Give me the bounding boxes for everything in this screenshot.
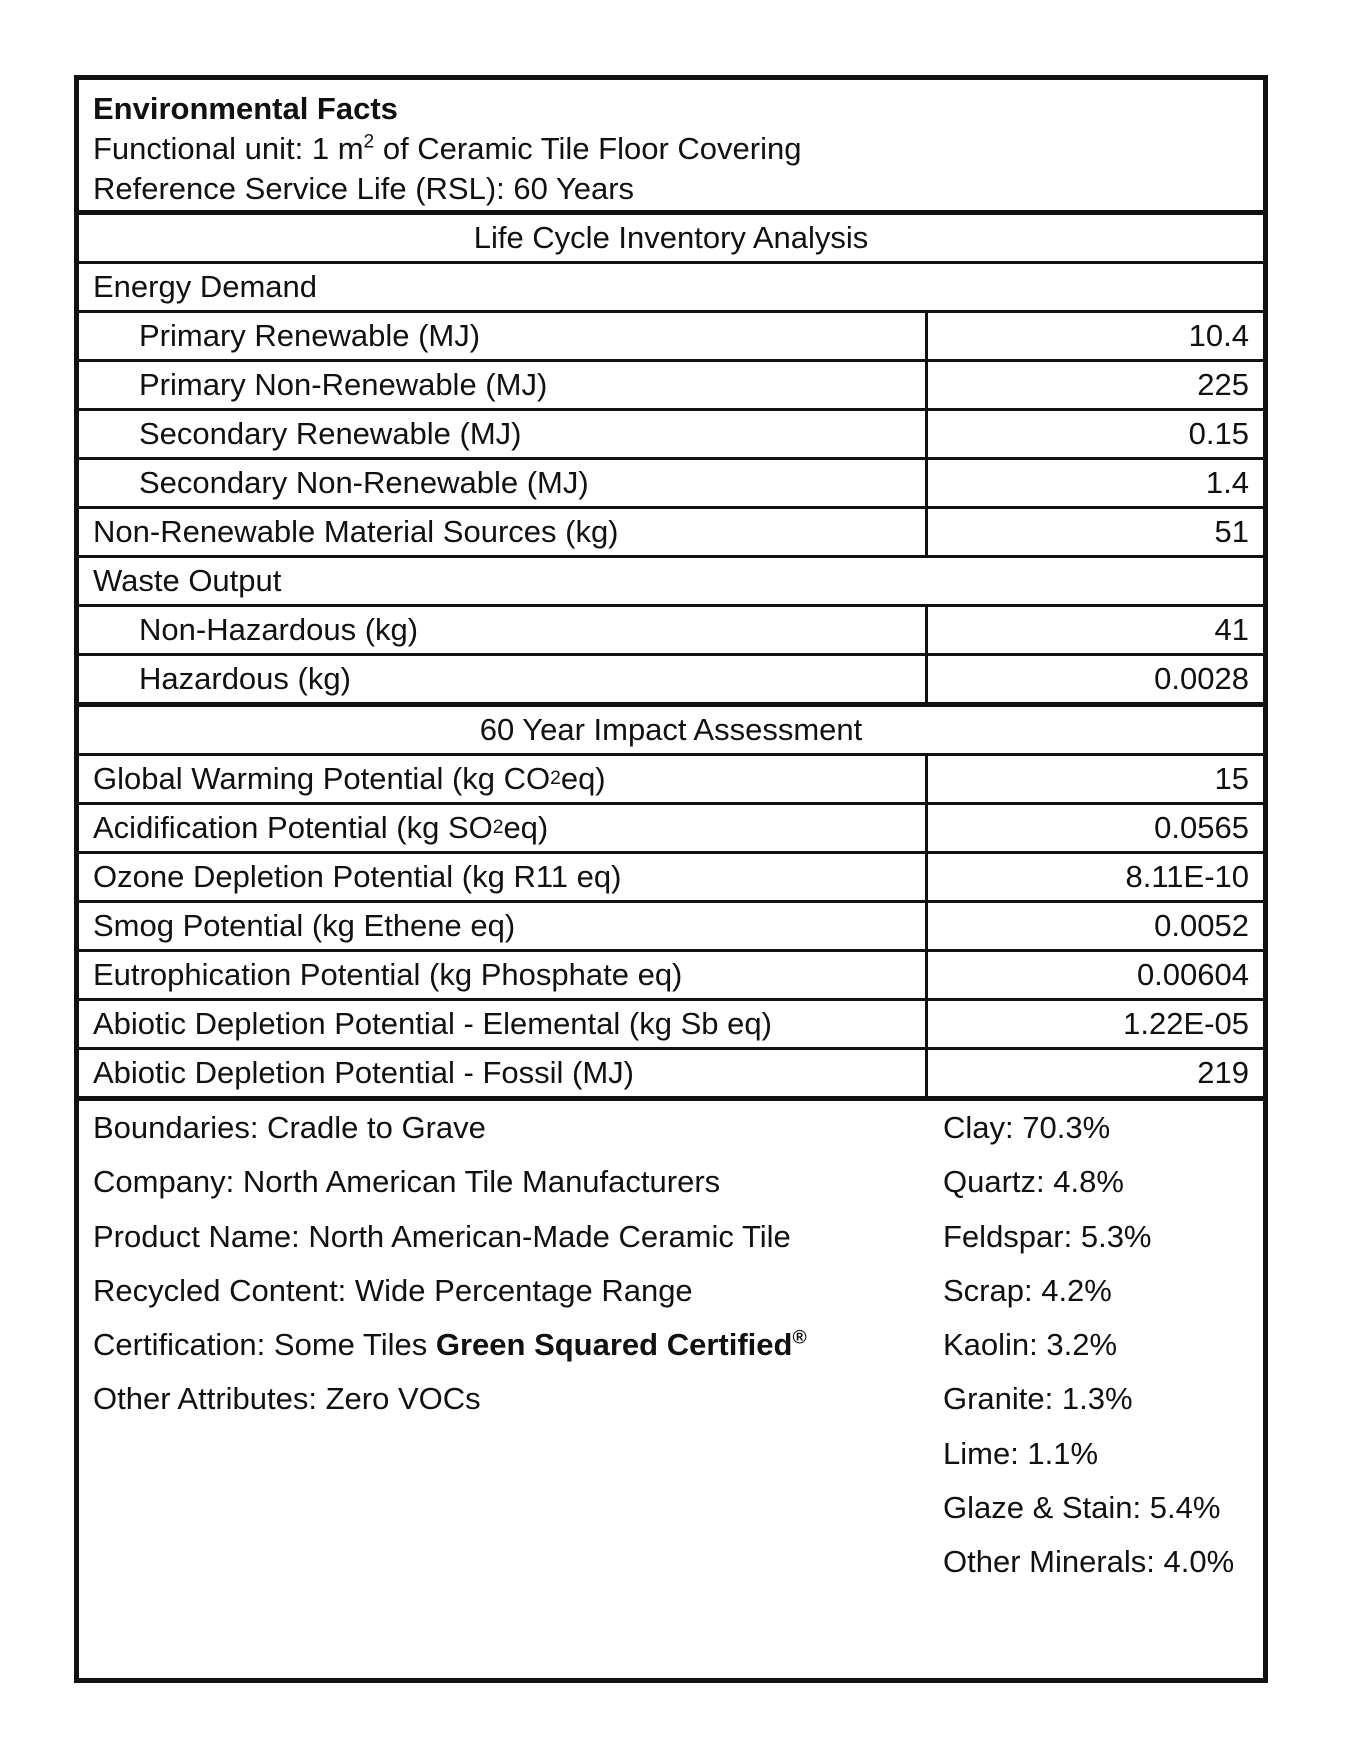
table-row xyxy=(79,805,1263,854)
list-item: Granite: 1.3% xyxy=(943,1381,1133,1417)
row-value: 0.0052 xyxy=(925,903,1263,949)
company: Company: North American Tile Manufacturers xyxy=(93,1164,721,1200)
lci-heading-row xyxy=(79,215,1263,264)
composition-list xyxy=(943,1101,1234,1590)
table-row xyxy=(79,1001,1263,1050)
waste-output-heading: Waste Output xyxy=(93,563,282,598)
row-label: Hazardous (kg) xyxy=(139,661,351,696)
table-row xyxy=(79,411,1263,460)
row-label: Abiotic Depletion Potential - Elemental (kg Sb eq) xyxy=(93,1006,772,1041)
row-label: Secondary Non-Renewable (MJ) xyxy=(139,465,589,500)
row-label: Ozone Depletion Potential (kg R11 eq) xyxy=(93,859,622,894)
list-item: Feldspar: 5.3% xyxy=(943,1218,1152,1254)
environmental-facts-panel xyxy=(74,75,1268,1683)
row-value: 225 xyxy=(925,362,1263,408)
recycled-content: Recycled Content: Wide Percentage Range xyxy=(93,1272,693,1308)
row-label: Eutrophication Potential (kg Phosphate eq) xyxy=(93,957,683,992)
row-label: Primary Renewable (MJ) xyxy=(139,318,481,353)
product-name: Product Name: North American-Made Ceramic Tile xyxy=(93,1218,791,1254)
row-value: 0.0565 xyxy=(925,805,1263,851)
list-item: Scrap: 4.2% xyxy=(943,1272,1112,1308)
impact-heading: 60 Year Impact Assessment xyxy=(479,712,863,747)
footer xyxy=(79,1101,1263,1678)
functional-unit: Functional unit: 1 $m^2$ of Ceramic Tile Floor Covering xyxy=(93,131,802,166)
table-row xyxy=(79,460,1263,509)
other-attributes: Other Attributes: Zero VOCs xyxy=(93,1381,481,1417)
row-value: 51 xyxy=(925,509,1263,555)
lci-heading: Life Cycle Inventory Analysis xyxy=(473,220,869,255)
table-row xyxy=(79,854,1263,903)
row-value: 10.4 xyxy=(925,313,1263,359)
header xyxy=(79,80,1263,215)
row-label: Primary Non-Renewable (MJ) xyxy=(139,367,548,402)
table-row xyxy=(79,903,1263,952)
row-value: 0.15 xyxy=(925,411,1263,457)
row-label: Non-Renewable Material Sources (kg) xyxy=(93,514,619,549)
list-item: Other Minerals: 4.0% xyxy=(943,1544,1235,1580)
table-row xyxy=(79,509,1263,558)
list-item: Glaze & Stain: 5.4% xyxy=(943,1490,1221,1526)
title: Environmental Facts xyxy=(93,91,398,126)
list-item: Clay: 70.3% xyxy=(943,1110,1111,1145)
row-label: Abiotic Depletion Potential - Fossil (MJ) xyxy=(93,1055,634,1090)
row-value: 0.00604 xyxy=(925,952,1263,998)
list-item: Quartz: 4.8% xyxy=(943,1164,1124,1200)
row-value: 8.11E-10 xyxy=(925,854,1263,900)
row-value: 41 xyxy=(925,607,1263,653)
energy-demand-row xyxy=(79,264,1263,313)
row-value: 0.0028 xyxy=(925,656,1263,702)
table-row xyxy=(79,362,1263,411)
product-details xyxy=(93,1101,807,1427)
row-label: Acidification Potential (kg SO 2 eq) xyxy=(93,810,549,845)
row-value: 1.22E-05 xyxy=(925,1001,1263,1047)
table-row xyxy=(79,952,1263,1001)
reference-service-life: Reference Service Life (RSL): 60 Years xyxy=(93,171,635,206)
row-label: Non-Hazardous (kg) xyxy=(139,612,419,647)
row-value: 15 xyxy=(925,756,1263,802)
table-row xyxy=(79,607,1263,656)
table-row xyxy=(79,756,1263,805)
row-value: 219 xyxy=(925,1050,1263,1096)
list-item: Kaolin: 3.2% xyxy=(943,1327,1118,1363)
energy-demand-heading: Energy Demand xyxy=(93,269,318,304)
table-row xyxy=(79,656,1263,707)
row-label: Smog Potential (kg Ethene eq) xyxy=(93,908,516,943)
certification: Certification: Some Tiles Green Squared Certified® xyxy=(93,1327,807,1363)
table-row xyxy=(79,313,1263,362)
row-value: 1.4 xyxy=(925,460,1263,506)
table-row xyxy=(79,1050,1263,1101)
row-label: Secondary Renewable (MJ) xyxy=(139,416,522,451)
list-item: Lime: 1.1% xyxy=(943,1435,1099,1471)
impact-heading-row xyxy=(79,707,1263,756)
waste-output-row xyxy=(79,558,1263,607)
boundaries: Boundaries: Cradle to Grave xyxy=(93,1110,486,1145)
row-label: Global Warming Potential (kg CO 2 eq) xyxy=(93,761,606,796)
